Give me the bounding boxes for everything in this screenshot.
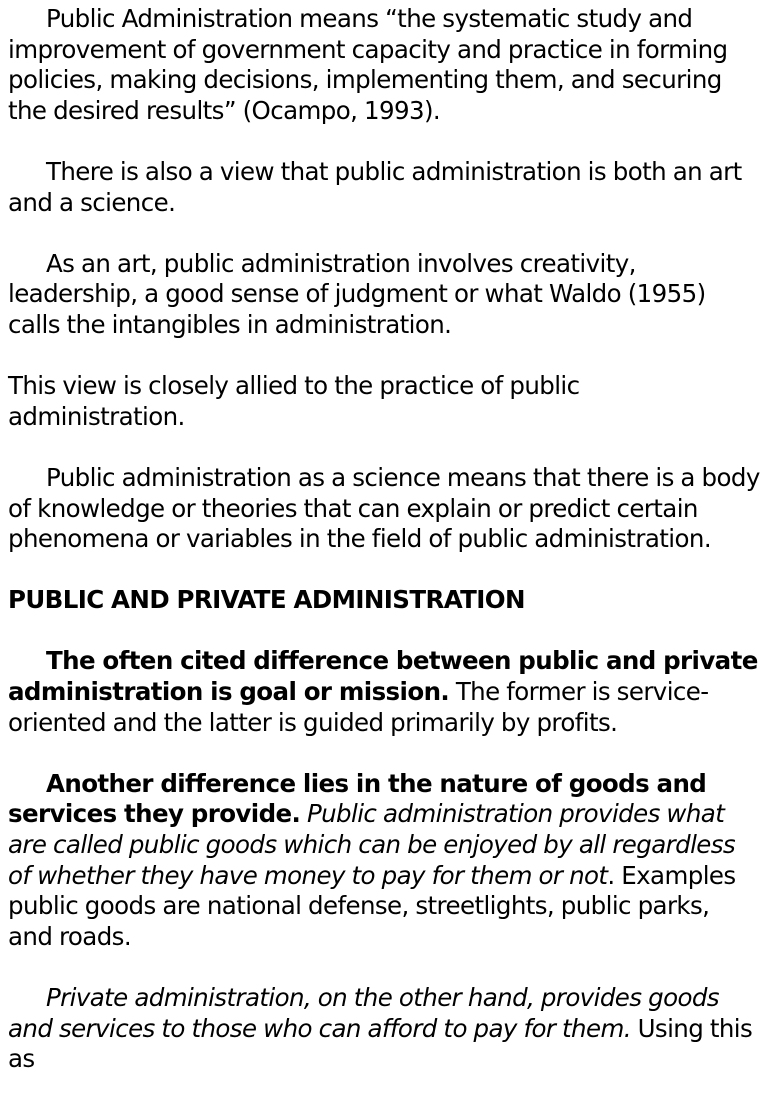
private-administration-text: Using this as bbox=[8, 1013, 753, 1074]
section-heading: PUBLIC AND PRIVATE ADMINISTRATION bbox=[8, 585, 525, 615]
paragraph-art-and-science: There is also a view that public administration is both an art and a science. bbox=[8, 156, 742, 217]
paragraph-private-administration bbox=[8, 983, 760, 1075]
private-administration-italic: Private administration, on the other hand, provides goods and services to those who can afford to pay for them. bbox=[8, 983, 719, 1043]
goods-difference-italic: Public administration provides what are called public goods which can be enjoyed by all regardless of whether they have money to pay for them or not bbox=[8, 799, 736, 890]
paragraph-definition: Public Administration means “the systematic study and improvement of government capacity and practice in forming policies, making decisions, implementing them, and securing the desired results” (Ocampo, 1993). bbox=[8, 4, 728, 125]
document-body bbox=[8, 4, 760, 1105]
paragraph-goods-difference bbox=[8, 769, 760, 953]
goal-difference-text: The former is service-oriented and the latter is guided primarily by profits. bbox=[8, 677, 709, 737]
goal-difference-bold: The often cited difference between public and private administration is goal or mission. bbox=[8, 646, 758, 707]
paragraph-practice: This view is closely allied to the practice of public administration. bbox=[8, 371, 580, 431]
goods-difference-text: . Examples public goods are national defense, streetlights, public parks, and roads. bbox=[8, 860, 736, 951]
paragraph-science: Public administration as a science means that there is a body of knowledge or theories that can explain or predict certain phenomena or variables in the field of public administration. bbox=[8, 462, 760, 554]
paragraph-art: As an art, public administration involves creativity, leadership, a good sense of judgment or what Waldo (1955) calls the intangibles in administration. bbox=[8, 248, 706, 339]
paragraph-goal-difference bbox=[8, 646, 760, 738]
goods-difference-bold: Another difference lies in the nature of goods and services they provide. bbox=[8, 768, 707, 829]
